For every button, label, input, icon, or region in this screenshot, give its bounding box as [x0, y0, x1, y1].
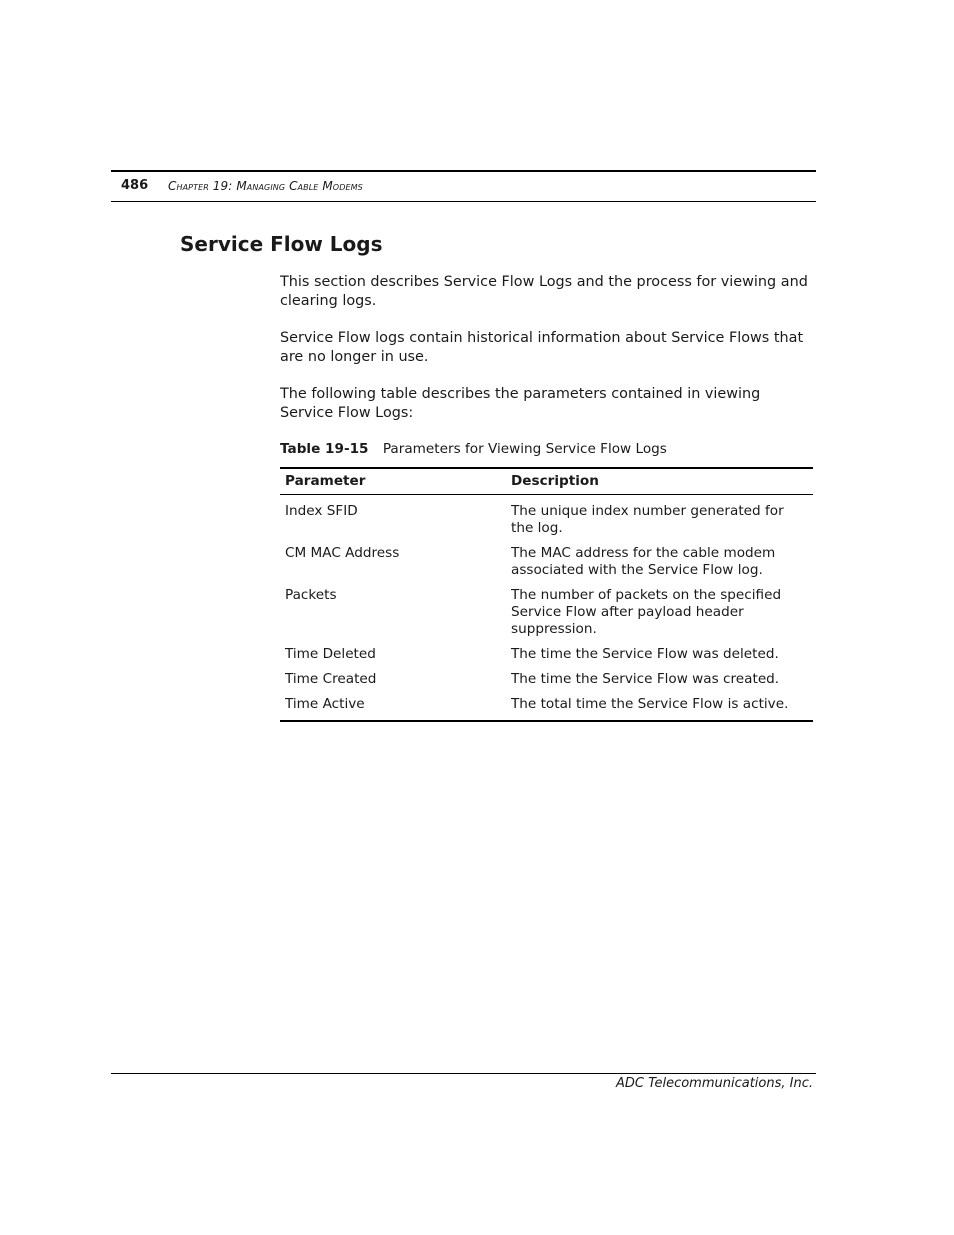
parameter-cell: Time Active: [285, 696, 365, 712]
footer-company: ADC Telecommunications, Inc.: [616, 1076, 813, 1091]
description-cell: The total time the Service Flow is active.: [511, 696, 789, 712]
description-cell: The unique index number generated for the log.: [511, 503, 784, 536]
footer-rule: [111, 1073, 816, 1074]
table-caption: [280, 441, 815, 457]
body-column: [280, 273, 815, 722]
description-cell: The time the Service Flow was deleted.: [511, 646, 779, 662]
column-header-description: Description: [511, 473, 599, 489]
parameter-cell: CM MAC Address: [285, 545, 400, 561]
header-top-rule: [111, 170, 816, 172]
running-head: Chapter 19: Managing Cable Modems: [168, 179, 363, 193]
table-caption-text: Parameters for Viewing Service Flow Logs: [382, 441, 667, 457]
description-cell: The time the Service Flow was created.: [511, 671, 780, 687]
table-row: [280, 688, 813, 721]
description-cell: The MAC address for the cable modem associated with the Service Flow log.: [511, 545, 776, 578]
table-row: [280, 579, 813, 638]
parameter-cell: Time Deleted: [285, 646, 376, 662]
table-row: [280, 663, 813, 688]
logs-description-paragraph: Service Flow logs contain historical information about Service Flows that are no longer in use.: [280, 330, 804, 365]
table-header-row: [280, 468, 813, 495]
page-number: 486: [121, 178, 149, 193]
column-header-parameter: Parameter: [285, 473, 366, 489]
parameter-cell: Index SFID: [285, 503, 358, 519]
section-title: Service Flow Logs: [180, 232, 383, 256]
parameter-cell: Packets: [285, 587, 337, 603]
parameter-cell: Time Created: [285, 671, 377, 687]
description-cell: The number of packets on the specified Service Flow after payload header suppression.: [511, 587, 782, 637]
parameters-table: [280, 467, 813, 722]
table-caption-number: Table 19-15: [280, 441, 369, 457]
intro-paragraph: This section describes Service Flow Logs and the process for viewing and clearing logs.: [280, 274, 808, 309]
table-row: [280, 638, 813, 663]
table-intro-paragraph: The following table describes the parameters contained in viewing Service Flow Logs:: [280, 386, 761, 421]
table-row: [280, 537, 813, 579]
header-bottom-rule: [111, 201, 816, 202]
table-row: [280, 495, 813, 538]
